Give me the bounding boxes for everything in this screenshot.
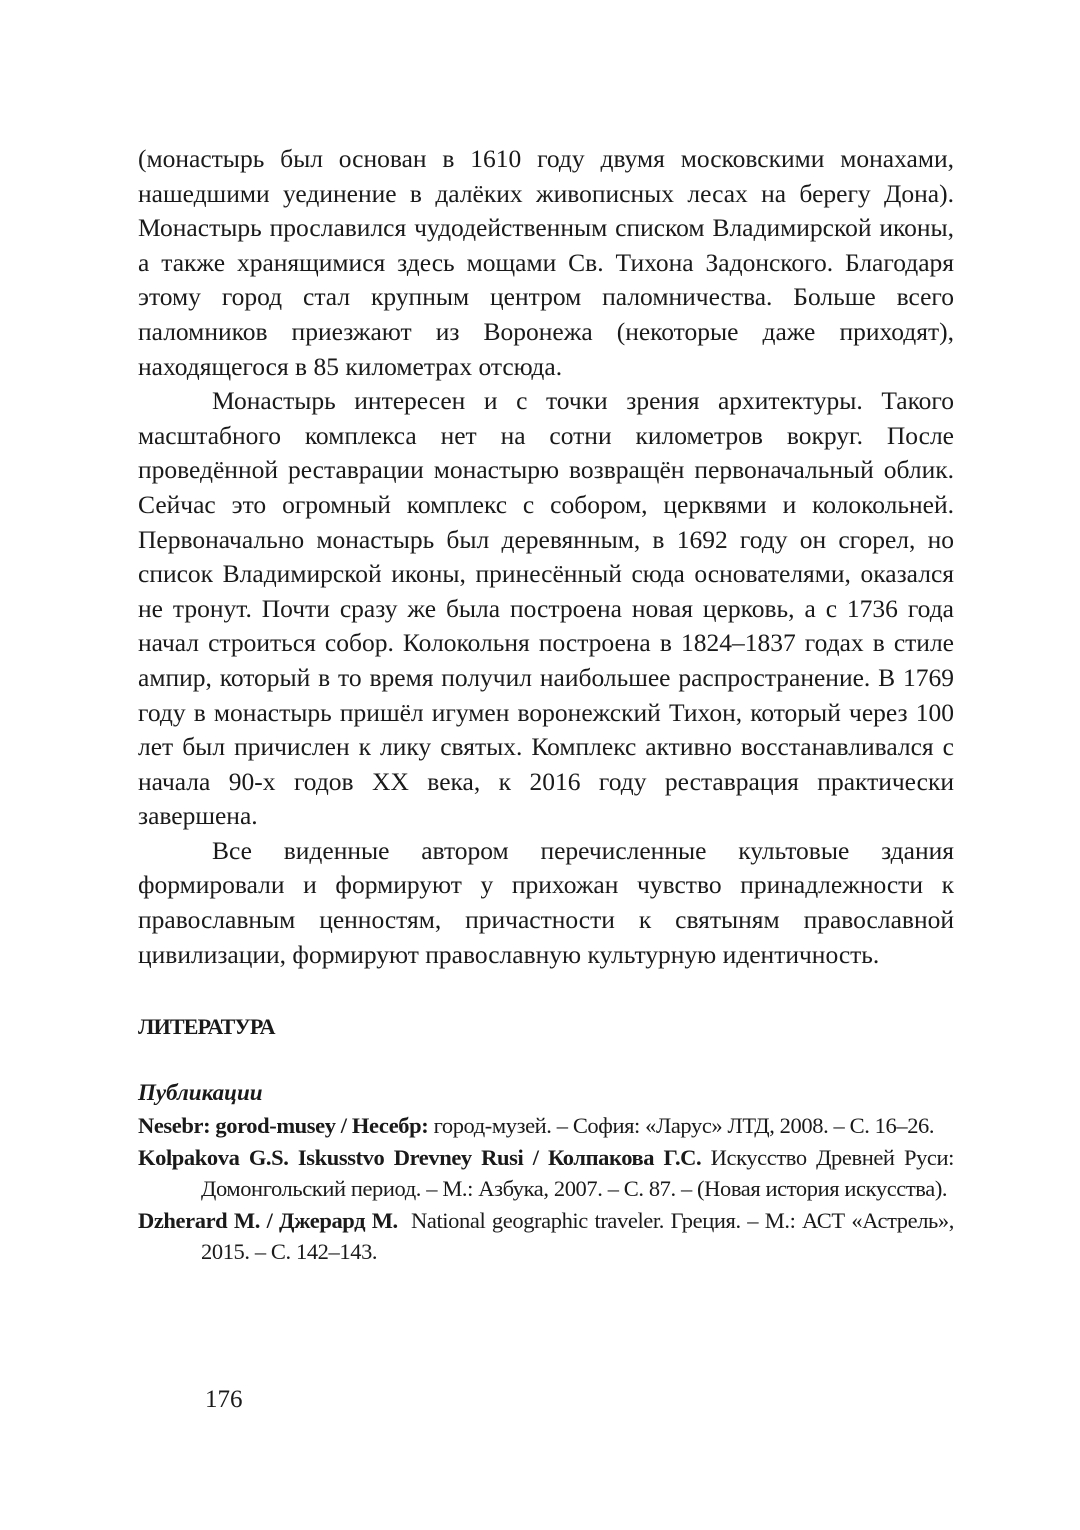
reference-details: National geographic traveler. Греция. – М.: АСТ «Астрель», 2015. – С. 142–143. (201, 1207, 960, 1265)
reference-author: Nesebr: gorod-musey / Несебр: (138, 1113, 429, 1139)
publications-subheading: Публикации (138, 1080, 263, 1106)
text-block (138, 142, 960, 1268)
reference-author: Kolpakova G.S. Iskusstvo Drevney Rusi / Колпакова Г.С. (138, 1144, 702, 1170)
reference-item (138, 1205, 960, 1268)
page-number: 176 (205, 1386, 243, 1413)
reference-item (138, 1110, 954, 1142)
reference-author: Dzherard M. / Джерард М. (138, 1207, 398, 1233)
reference-item (138, 1142, 954, 1205)
reference-list (138, 1110, 960, 1268)
reference-details: Искусство Древней Руси: Домонгольский период. – М.: Азбука, 2007. – С. 87. – (Новая история искусства). (201, 1144, 955, 1202)
paragraph-3: Все виденные автором перечисленные культовые здания формировали и формируют у прихожан чувство принадлежности к православным ценностям, причастности к святыням православной цивилизации, формируют православную культурную идентичность. (138, 835, 954, 969)
reference-details: город-музей. – София: «Ларус» ЛТД, 2008. – С. 16–26. (428, 1113, 935, 1139)
paragraph-1: (монастырь был основан в 1610 году двумя московскими монахами, нашедшими уединение в далёких живописных лесах на берегу Дона). Монастырь прославился чудодейственным списком Владимирской иконы, а также хранящимися здесь мощами Св. Тихона Задонского. Благодаря этому город стал крупным центром паломничества. Больше всего паломников приезжают из Воронежа (некоторые даже приходят), находящегося в 85 километрах отсюда. (138, 144, 954, 381)
literature-heading: ЛИТЕРАТУРА (138, 1014, 275, 1040)
paragraph-2: Монастырь интересен и с точки зрения архитектуры. Такого масштабного комплекса нет на сотни километров вокруг. После проведённой реставрации монастырю возвращён первоначальный облик. Сейчас это огромный комплекс с собором, церквями и колокольней. Первоначально монастырь был деревянным, в 1692 году он сгорел, но список Владимирской иконы, принесённый сюда основателями, оказался не тронут. Почти сразу же была построена новая церковь, а с 1736 года начал строиться собор. Колокольня построена в 1824–1837 годах в стиле ампир, который в то время получил наибольшее распространение. В 1769 году в монастырь пришёл игумен воронежский Тихон, который через 100 лет был причислен к лику святых. Комплекс активно восстанавливался с начала 90-х годов XX века, к 2016 году реставрация практически завершена. (138, 386, 954, 831)
